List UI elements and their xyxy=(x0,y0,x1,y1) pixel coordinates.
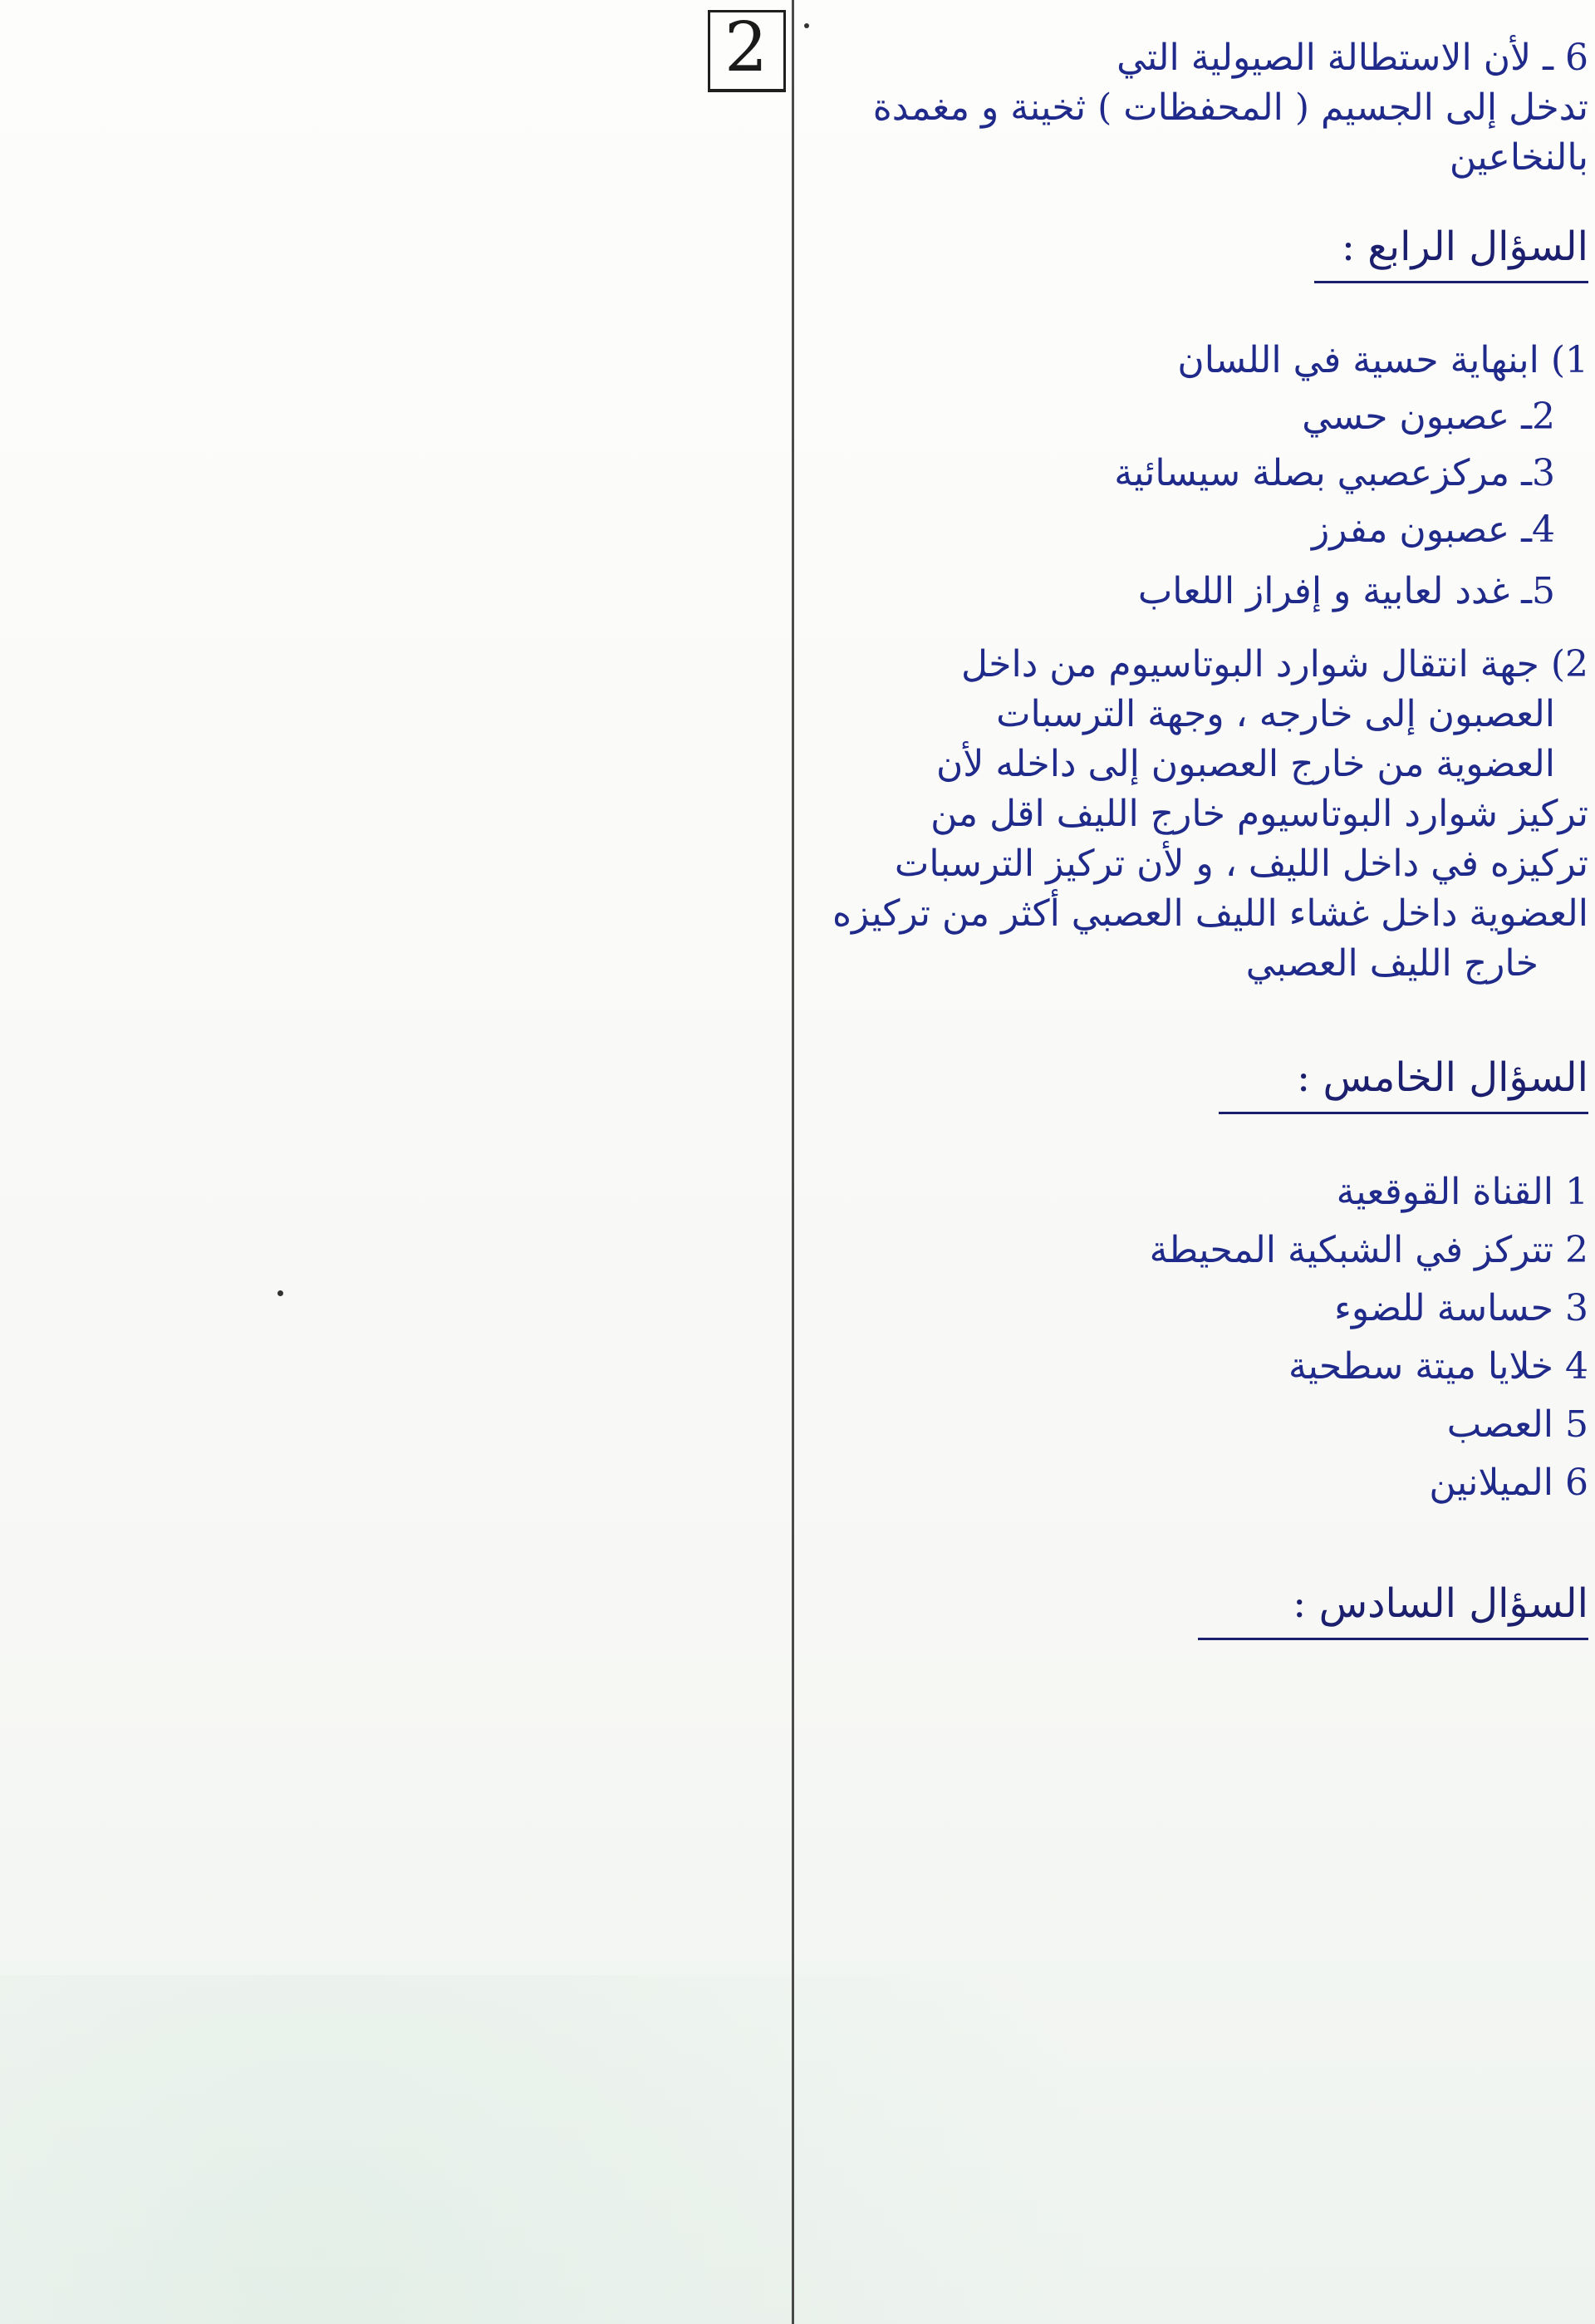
answer-line: تركيز شوارد البوتاسيوم خارج الليف اقل من xyxy=(930,793,1588,835)
answer-line: بالنخاعين xyxy=(1449,136,1588,179)
answer-line: 3ـ مركزعصبي بصلة سيسائية xyxy=(1114,452,1555,494)
page-number: 2 xyxy=(724,8,768,87)
answer-line: العصبون إلى خارجه ، وجهة الترسبات xyxy=(996,693,1555,735)
heading-underline xyxy=(1314,281,1588,283)
answer-line: 1) ابنهاية حسية في اللسان xyxy=(1177,339,1588,381)
q4-part1-list xyxy=(1114,332,1588,625)
answer-line: 6 ـ لأن الاستطالة الصيولية التي xyxy=(1116,37,1588,79)
q4-heading-block xyxy=(1314,218,1588,283)
q6-heading-block xyxy=(1198,1575,1588,1640)
answer-line: 3 حساسة للضوء xyxy=(1334,1287,1588,1329)
ink-speck xyxy=(804,23,809,28)
margin-rule xyxy=(792,0,794,2324)
answer-line: 4ـ عصبون مفرز xyxy=(1312,509,1555,551)
answer-line: 2 تتركز في الشبكية المحيطة xyxy=(1149,1229,1588,1271)
paper-shading xyxy=(0,1975,1595,2324)
answer-line: العضوية من خارج العصبون إلى داخله لأن xyxy=(935,743,1555,785)
section-heading: السؤال الرابع : xyxy=(1341,224,1588,270)
section-heading: السؤال الخامس : xyxy=(1297,1054,1588,1101)
q5-heading-block xyxy=(1219,1049,1588,1114)
answer-line: 5ـ غدد لعابية و إفراز اللعاب xyxy=(1137,570,1555,612)
answer-line: تدخل إلى الجسيم ( المحفظات ) ثخينة و مغمدة xyxy=(872,86,1588,129)
answer-line: 6 الميلانين xyxy=(1429,1462,1588,1504)
ink-speck xyxy=(277,1290,283,1296)
q5-list xyxy=(1150,1163,1588,1512)
q3-item6-block xyxy=(873,33,1588,183)
answer-line: خارج الليف العصبي xyxy=(1245,942,1539,985)
section-heading: السؤال السادس : xyxy=(1293,1580,1588,1627)
q4-part2-block xyxy=(832,640,1588,989)
answer-line: 4 خلايا ميتة سطحية xyxy=(1288,1345,1588,1388)
heading-underline xyxy=(1219,1112,1588,1114)
answer-line: 2) جهة انتقال شوارد البوتاسيوم من داخل xyxy=(960,643,1588,685)
answer-line: تركيزه في داخل الليف ، و لأن تركيز الترسبات xyxy=(894,843,1588,885)
answer-line: العضوية داخل غشاء الليف العصبي أكثر من تركيزه xyxy=(832,892,1588,935)
answer-line: 5 العصب xyxy=(1446,1403,1588,1446)
heading-underline xyxy=(1198,1638,1588,1640)
answer-line: 1 القناة القوقعية xyxy=(1336,1171,1588,1213)
answer-line: 2ـ عصبون حسي xyxy=(1302,396,1555,438)
